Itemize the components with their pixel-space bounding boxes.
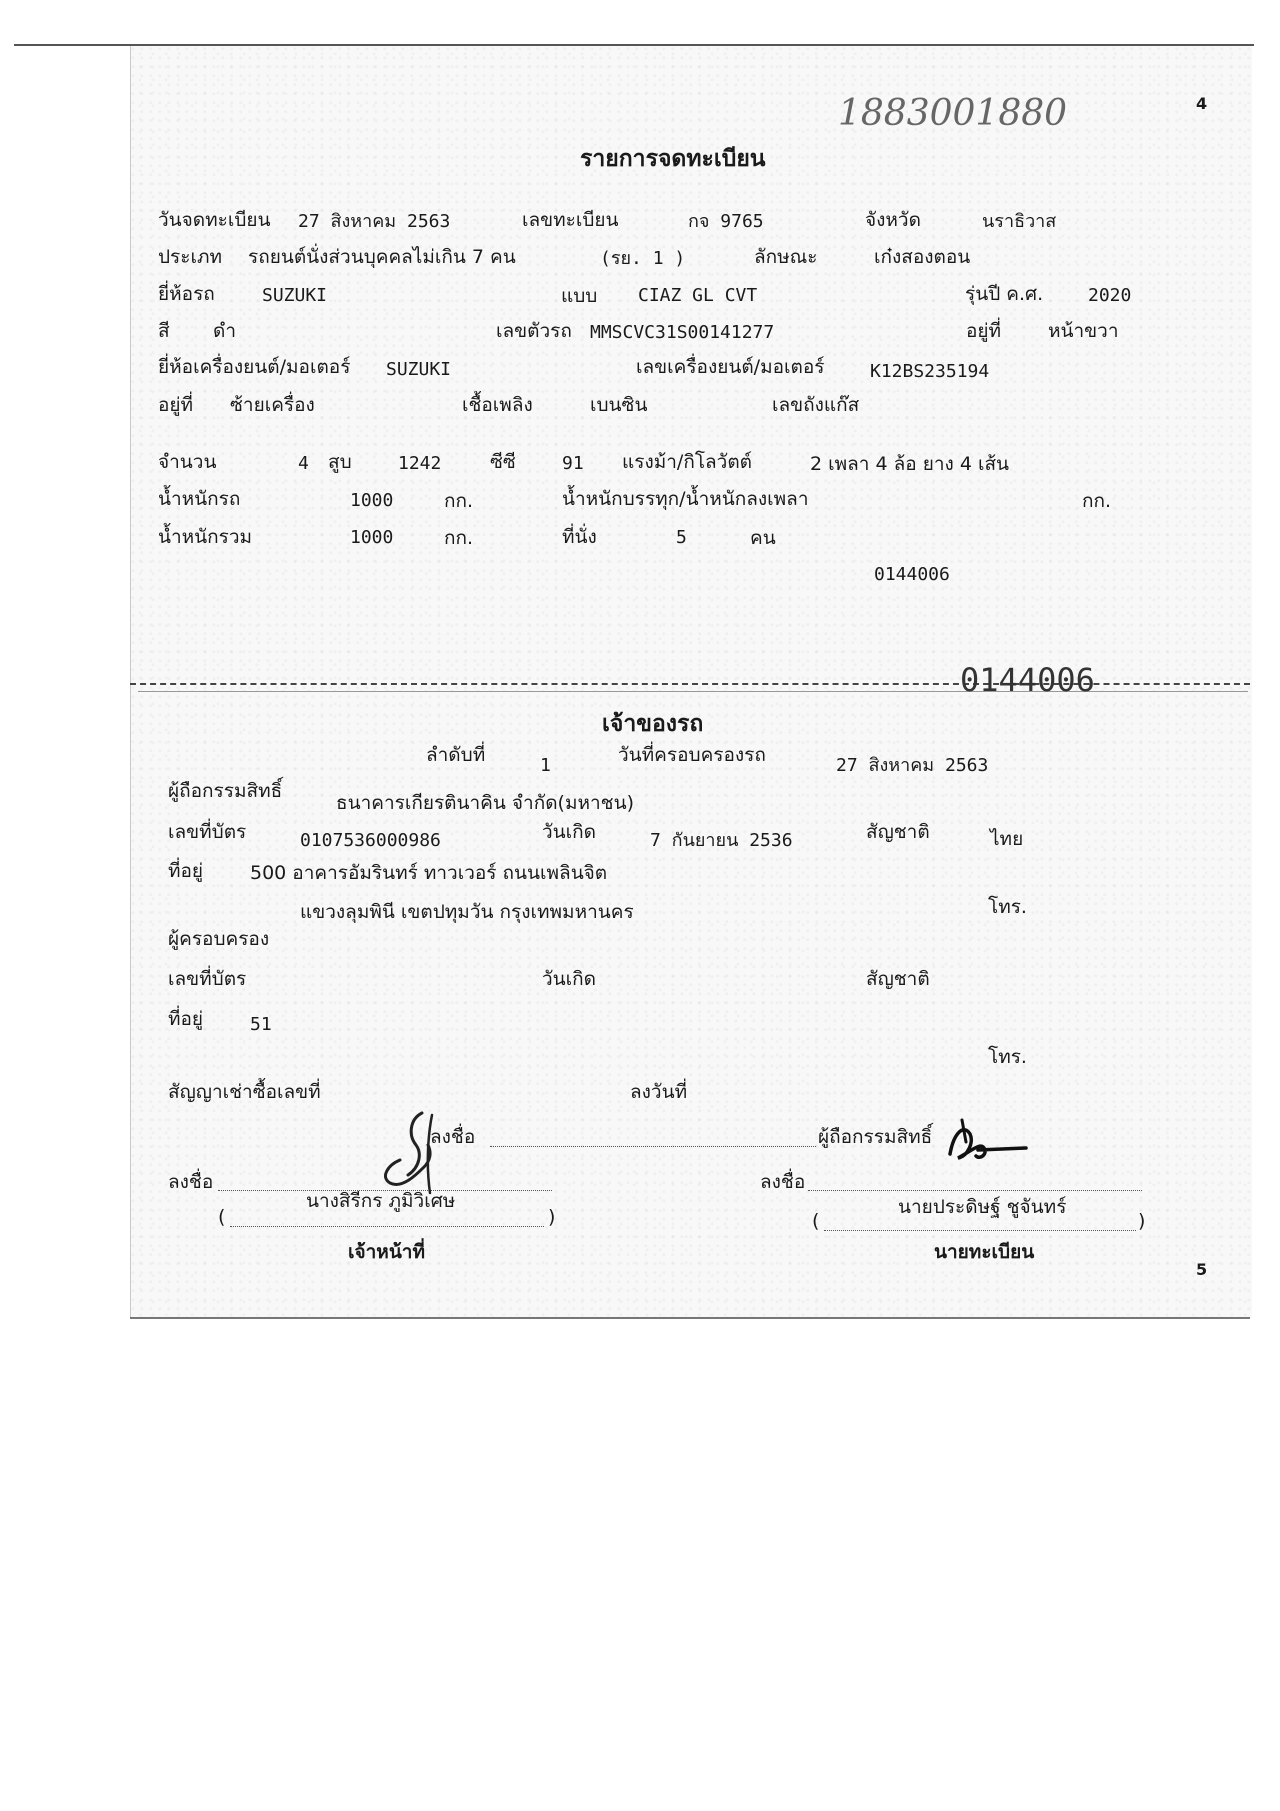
gross-weight: 1000: [350, 527, 394, 548]
year-label: รุ่นปี ค.ศ.: [965, 283, 1044, 305]
vehicle-weight: 1000: [350, 490, 394, 511]
holder-signature: [940, 1112, 1030, 1172]
gas-tank-label: เลขถังแก๊ส: [772, 394, 860, 416]
registrar-name-line: [824, 1230, 1136, 1231]
officer-close-paren: ): [548, 1206, 556, 1228]
gross-weight-label: น้ำหนักรวม: [158, 526, 253, 548]
holder-address-label: ที่อยู่: [168, 860, 204, 882]
possessor-tel-label: โทร.: [988, 1046, 1027, 1068]
engine-brand-label: ยี่ห้อเครื่องยนต์/มอเตอร์: [158, 356, 351, 378]
holder-name: ธนาคารเกียรตินาคิน จำกัด(มหาชน): [336, 792, 634, 814]
axles-wheels: 2 เพลา 4 ล้อ ยาง 4 เส้น: [810, 453, 1010, 475]
possessor-id-label: เลขที่บัตร: [168, 968, 247, 990]
seats-unit: คน: [750, 527, 776, 549]
registrar-name: นายประดิษฐ์ ชูจันทร์: [898, 1196, 1067, 1218]
control-number: 0144006: [874, 564, 950, 585]
holder-dob: 7 กันยายน 2536: [650, 830, 793, 851]
color: ดำ: [213, 320, 237, 342]
plate-label: เลขทะเบียน: [522, 209, 619, 231]
control-number-stamp: 0144006: [960, 661, 1095, 699]
holder-dob-label: วันเกิด: [542, 821, 596, 843]
brand: SUZUKI: [262, 285, 328, 306]
holder-id-number: 0107536000986: [300, 830, 441, 851]
officer-signature: [360, 1105, 480, 1195]
chassis-location: หน้าขวา: [1048, 320, 1119, 342]
vehicle-type: รถยนต์นั่งส่วนบุคคลไม่เกิน 7 คน: [248, 246, 516, 268]
holder-tel-label: โทร.: [988, 896, 1027, 918]
reg-date: 27 สิงหาคม 2563: [298, 211, 451, 232]
registrar-sign-label: ลงชื่อ: [760, 1171, 806, 1193]
power-unit: แรงม้า/กิโลวัตต์: [622, 451, 753, 473]
holder-sign-suffix: ผู้ถือกรรมสิทธิ์: [818, 1126, 933, 1148]
load-weight-unit: กก.: [1082, 490, 1112, 512]
top-border-rule: [14, 44, 1254, 46]
model: CIAZ GL CVT: [638, 285, 758, 306]
officer-name: นางสิรีกร ภูมิวิเศษ: [306, 1190, 456, 1212]
registrar-open-paren: (: [812, 1210, 820, 1232]
weight-unit: กก.: [444, 490, 474, 512]
officer-sign-label: ลงชื่อ: [168, 1171, 214, 1193]
signed-date-label: ลงวันที่: [630, 1081, 688, 1103]
cc-unit: ซีซี: [490, 451, 516, 473]
officer-open-paren: (: [218, 1206, 226, 1228]
page-number-top: 4: [1196, 94, 1208, 113]
province: นราธิวาส: [982, 211, 1057, 232]
fuel: เบนซิน: [590, 394, 648, 416]
engine-location-label: อยู่ที่: [158, 394, 194, 416]
model-label: แบบ: [561, 285, 598, 307]
owner-title: เจ้าของรถ: [602, 710, 704, 737]
possessor-label: ผู้ครอบครอง: [168, 928, 270, 950]
engine-cc: 1242: [398, 453, 442, 474]
registrar-sign-line: [808, 1190, 1142, 1191]
holder-address-line1: 500 อาคารอัมรินทร์ ทาวเวอร์ ถนนเพลินจิต: [250, 862, 608, 884]
chassis-location-label: อยู่ที่: [966, 320, 1002, 342]
registrar-role: นายทะเบียน: [934, 1241, 1035, 1263]
holder-address-line2: แขวงลุมพินี เขตปทุมวัน กรุงเทพมหานคร: [300, 901, 634, 923]
holder-sign-label: ลงชื่อ: [430, 1126, 476, 1148]
gross-weight-unit: กก.: [444, 527, 474, 549]
possessor-nationality-label: สัญชาติ: [866, 968, 930, 990]
province-label: จังหวัด: [865, 209, 921, 231]
color-label: สี: [158, 320, 170, 342]
page-number-bottom: 5: [1196, 1260, 1208, 1279]
vehicle-type-code: (รย. 1 ): [600, 248, 686, 269]
engine-number: K12BS235194: [870, 361, 990, 382]
cylinder-label: จำนวน: [158, 451, 217, 473]
holder-nationality-label: สัญชาติ: [866, 821, 930, 843]
chassis-number: MMSCVC31S00141277: [590, 322, 775, 343]
load-weight-label: น้ำหนักบรรทุก/น้ำหนักลงเพลา: [562, 488, 809, 510]
hire-purchase-label: สัญญาเช่าซื้อเลขที่: [168, 1081, 321, 1103]
power: 91: [562, 453, 584, 474]
registrar-close-paren: ): [1138, 1210, 1146, 1232]
officer-name-line: [230, 1226, 544, 1227]
holder-sign-line: [490, 1146, 816, 1147]
engine-location: ซ้ายเครื่อง: [230, 394, 315, 416]
holder-nationality: ไทย: [990, 828, 1024, 850]
seats-label: ที่นั่ง: [562, 526, 597, 548]
possessor-address-label: ที่อยู่: [168, 1008, 204, 1030]
possession-date-label: วันที่ครอบครองรถ: [618, 744, 766, 766]
cylinder-unit: สูบ: [328, 451, 352, 473]
style-label: ลักษณะ: [754, 246, 818, 268]
bottom-border-rule: [130, 1317, 1250, 1319]
possessor-address: 51: [250, 1014, 272, 1035]
chassis-label: เลขตัวรถ: [496, 320, 572, 342]
engine-brand: SUZUKI: [386, 359, 452, 380]
sequence-label: ลำดับที่: [426, 744, 486, 766]
cylinders: 4: [298, 453, 309, 474]
plate: กจ 9765: [688, 211, 764, 232]
vehicle-style: เก๋งสองตอน: [874, 246, 971, 268]
holder-label: ผู้ถือกรรมสิทธิ์: [168, 780, 283, 802]
weight-label: น้ำหนักรถ: [158, 488, 241, 510]
brand-label: ยี่ห้อรถ: [158, 283, 215, 305]
holder-id-label: เลขที่บัตร: [168, 821, 247, 843]
registration-title: รายการจดทะเบียน: [580, 145, 766, 172]
possessor-dob-label: วันเกิด: [542, 968, 596, 990]
seats: 5: [676, 527, 687, 548]
model-year: 2020: [1088, 285, 1132, 306]
reg-date-label: วันจดทะเบียน: [158, 209, 271, 231]
possession-date: 27 สิงหาคม 2563: [836, 755, 989, 776]
engine-number-label: เลขเครื่องยนต์/มอเตอร์: [636, 356, 825, 378]
handwritten-reference: 1883001880: [838, 93, 1068, 134]
type-label: ประเภท: [158, 246, 223, 268]
officer-role: เจ้าหน้าที่: [348, 1241, 426, 1263]
sequence-number: 1: [540, 755, 551, 776]
fuel-label: เชื้อเพลิง: [462, 394, 533, 416]
